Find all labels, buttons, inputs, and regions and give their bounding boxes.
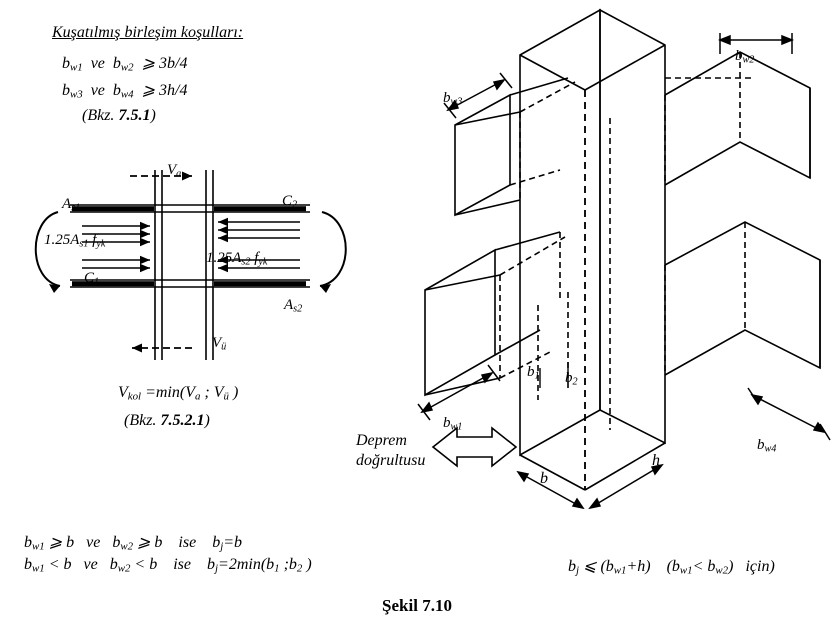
label-as1: $A_{s1}$ [62,196,81,214]
bottom-note-line-1: $b_{w1}$ ⩾ b ve $b_{w2}$ ⩾ b ise $b_j=b$ [24,534,243,553]
earthquake-direction-line2: doğrultusu [356,452,426,469]
conditions-title: Kuşatılmış birleşim koşulları: [52,24,244,41]
label-vu: $V_ü$ [212,335,227,353]
label-bw2: $b_{w2}$ [735,48,755,66]
label-force-left: $1.25A_{s1}$ $f_{yk}$ [44,232,106,250]
label-h: h [652,452,660,469]
label-b2: $b_2$ [565,370,578,388]
label-va: $V_a$ [167,162,182,180]
condition-reference: (Bkz. 7.5.1) [82,107,156,124]
label-b: b [540,470,548,487]
label-bw1: $b_{w1}$ [443,415,463,433]
label-bw3: $b_{w3}$ [443,90,463,108]
label-as2: $A_{s2}$ [284,297,303,315]
bottom-note-right: $b_j$ ⩽ $(b_{w1}+h)$ $(b_{w1}< b_{w2})$ için) [568,558,775,577]
label-b1: $b_1$ [527,364,540,382]
condition-line-1: $b_{w1}$ ve $b_{w2}$ ⩾ 3b/4 [62,55,188,74]
vkol-reference: (Bkz. 7.5.2.1) [124,412,210,429]
vkol-formula: $V_{kol} =\min(V_a$ ; $V_ü$ ) [118,384,239,403]
label-force-right: $1.25A_{s2}$ $f_{yk}$ [206,250,268,268]
left-joint-diagram [10,160,380,390]
earthquake-direction-line1: Deprem [356,432,407,449]
figure-caption: Şekil 7.10 [382,596,452,615]
label-c2: $C_2$ [282,193,298,211]
label-bw4: $b_{w4}$ [757,437,777,455]
label-c1: $C_1$ [84,270,100,288]
bottom-note-line-2: $b_{w1} < b$ ve $b_{w2} < b$ ise $b_j=2\min(b_1$ $;b_2$ ) [24,556,312,575]
condition-line-2: $b_{w3}$ ve $b_{w4}$ ⩾ 3h/4 [62,82,188,101]
